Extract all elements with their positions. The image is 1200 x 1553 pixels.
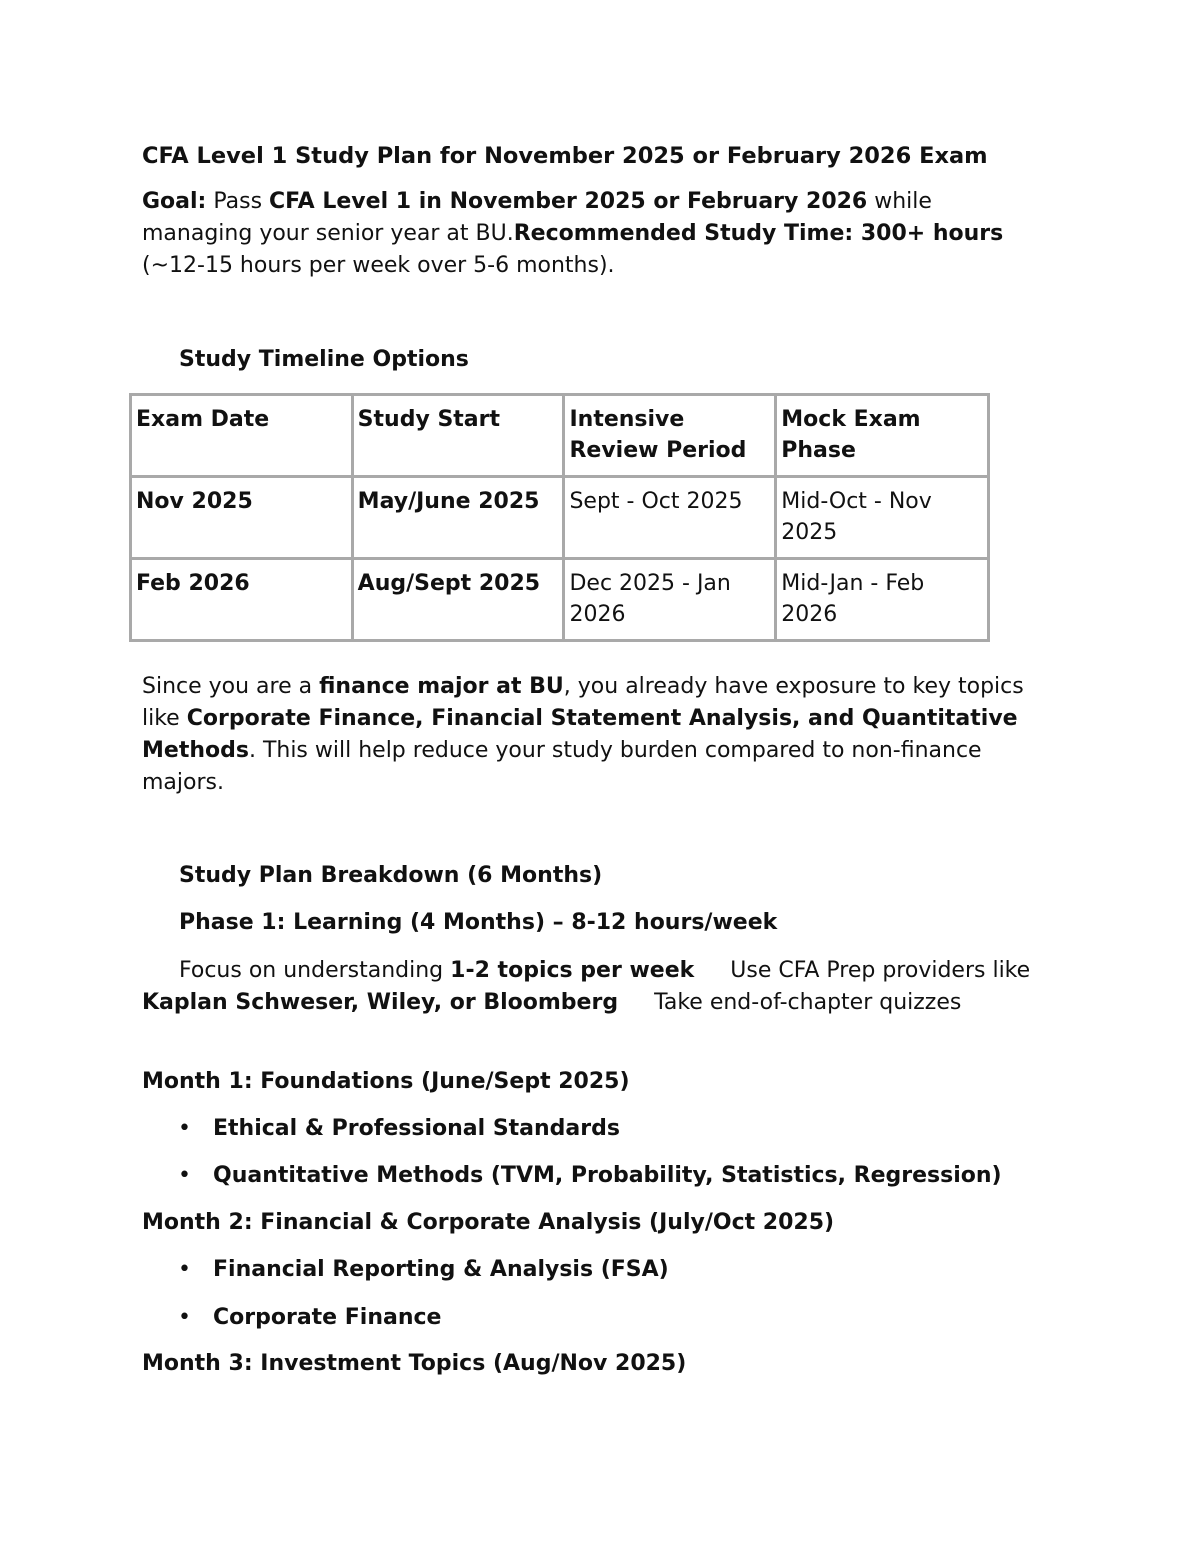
goal-text-2: while managing your senior year at BU.: [142, 189, 932, 246]
table-cell: Dec 2025 - Jan 2026: [564, 559, 776, 641]
list-item: [178, 1302, 441, 1334]
bullet-icon: •: [178, 1163, 191, 1188]
list-item: [178, 1254, 669, 1286]
focus-text-2: Use CFA Prep providers like: [730, 958, 1031, 983]
list-item-text: Quantitative Methods (TVM, Probability, Statistics, Regression): [213, 1163, 1002, 1188]
list-item-text: Corporate Finance: [213, 1305, 442, 1330]
table-row: [131, 477, 989, 559]
phase-1-heading: Phase 1: Learning (4 Months) – 8-12 hours/week: [179, 910, 778, 935]
table-cell: Mid-Jan - Feb 2026: [776, 559, 989, 641]
breakdown-heading: Study Plan Breakdown (6 Months): [179, 863, 603, 888]
focus-bold-providers: Kaplan Schweser, Wiley, or Bloomberg: [142, 990, 619, 1015]
focus-paragraph: [142, 955, 1052, 1019]
since-text-1: Since you are a: [142, 674, 320, 699]
table-cell: Nov 2025: [131, 477, 353, 559]
focus-bold-topics: 1-2 topics per week: [450, 958, 695, 983]
timeline-table: [129, 393, 990, 642]
table-cell: Feb 2026: [131, 559, 353, 641]
focus-text-1: Focus on understanding: [179, 958, 451, 983]
bullet-icon: •: [178, 1305, 191, 1330]
table-cell: Sept - Oct 2025: [564, 477, 776, 559]
header-cell: Exam Date: [131, 395, 353, 477]
goal-bold-study-time: Recommended Study Time: 300+ hours: [513, 221, 1004, 246]
header-cell: Intensive Review Period: [564, 395, 776, 477]
since-text-2: , you already have exposure to key topics like: [142, 674, 1024, 731]
month-1-heading: Month 1: Foundations (June/Sept 2025): [142, 1069, 630, 1094]
goal-paragraph: [142, 186, 1042, 282]
goal-label: Goal:: [142, 189, 207, 214]
header-cell: Mock Exam Phase: [776, 395, 989, 477]
list-item-text: Financial Reporting & Analysis (FSA): [213, 1257, 669, 1282]
table-cell: May/June 2025: [352, 477, 564, 559]
timeline-heading: Study Timeline Options: [179, 347, 469, 372]
finance-major-paragraph: [142, 671, 1052, 799]
goal-bold-exam: CFA Level 1 in November 2025 or February 2026: [269, 189, 868, 214]
table-cell: Aug/Sept 2025: [352, 559, 564, 641]
table-header-row: [131, 395, 989, 477]
table-cell: Mid-Oct - Nov 2025: [776, 477, 989, 559]
list-item: [178, 1160, 1002, 1192]
since-text-3: . This will help reduce your study burden compared to non-finance majors.: [142, 738, 982, 795]
table-row: [131, 559, 989, 641]
goal-text-3: (~12-15 hours per week over 5-6 months).: [142, 253, 615, 278]
since-bold-topics: Corporate Finance, Financial Statement Analysis, and Quantitative Methods: [142, 706, 1018, 763]
since-bold-major: finance major at BU: [319, 674, 564, 699]
header-cell: Study Start: [352, 395, 564, 477]
month-3-heading: Month 3: Investment Topics (Aug/Nov 2025): [142, 1351, 687, 1376]
bullet-icon: •: [178, 1257, 191, 1282]
month-2-heading: Month 2: Financial & Corporate Analysis (July/Oct 2025): [142, 1210, 835, 1235]
list-item-text: Ethical & Professional Standards: [213, 1116, 620, 1141]
bullet-icon: •: [178, 1116, 191, 1141]
document-title: CFA Level 1 Study Plan for November 2025 or February 2026 Exam: [142, 143, 988, 169]
goal-text-1: Pass: [206, 189, 270, 214]
focus-text-3: Take end-of-chapter quizzes: [654, 990, 962, 1015]
list-item: [178, 1113, 620, 1145]
